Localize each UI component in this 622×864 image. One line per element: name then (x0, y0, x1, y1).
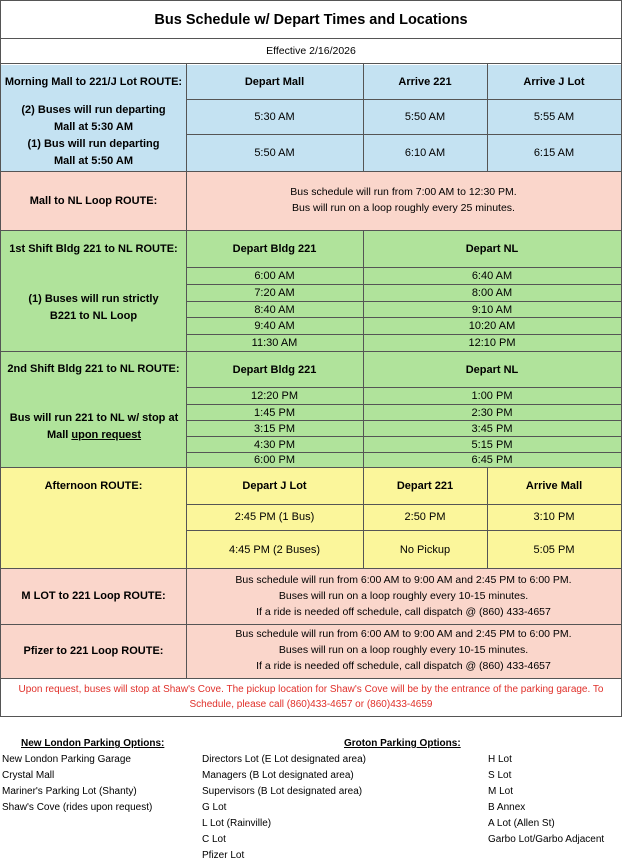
afternoon-cell: 2:45 PM (1 Bus) (234, 511, 315, 523)
shift1-cell: 8:40 AM (254, 304, 295, 316)
shift2-cell: 3:45 PM (471, 423, 513, 435)
groton-item: Managers (B Lot designated area) (202, 770, 354, 781)
afternoon-cell: 2:50 PM (404, 511, 446, 523)
afternoon-header-depart-221: Depart 221 (396, 480, 454, 492)
shift2-cell: 6:45 PM (471, 453, 513, 466)
mlot-info (186, 572, 621, 620)
mlot-line-1: Bus schedule will run from 6:00 AM to 9:00 AM and 2:45 PM to 6:00 PM. (235, 574, 572, 586)
shift2-cell: 1:00 PM (471, 390, 513, 402)
shaws-cove-note: Upon request, buses will stop at Shaw's Cove. The pickup location for Shaw's Cove will be by the entrance of the parking garage. To Schedule, please call (860)433-4657 or (860)433-4659 (18, 684, 604, 710)
shift1-cell: 9:40 AM (254, 320, 295, 332)
new-london-item: Crystal Mall (2, 770, 55, 781)
mlot-line-2: Buses will run on a loop roughly every 10-15 minutes. (278, 590, 529, 602)
shift2-cell: 3:15 PM (254, 423, 295, 435)
morning-note-2: (1) Bus will run departing Mall at 5:50 AM (27, 138, 160, 167)
afternoon-header-arrive-mall: Arrive Mall (525, 480, 583, 492)
groton-item: A Lot (Allen St) (488, 818, 555, 829)
mlot-route-label: M LOT to 221 Loop ROUTE: (21, 590, 166, 602)
pfizer-line-2: Buses will run on a loop roughly every 10-15 minutes. (278, 644, 529, 656)
afternoon-route-label: Afternoon ROUTE: (44, 479, 143, 492)
mall-nl-line-2: Bus will run on a loop roughly every 25 minutes. (292, 202, 515, 214)
shift2-cell: 1:45 PM (254, 407, 295, 419)
afternoon-cell: 3:10 PM (533, 511, 575, 523)
shift2-note (8, 410, 180, 444)
groton-item: H Lot (488, 754, 512, 765)
groton-item: Garbo Lot/Garbo Adjacent (488, 834, 605, 845)
groton-item: B Annex (488, 802, 526, 813)
shift1-header-depart-221: Depart Bldg 221 (232, 243, 317, 255)
shift1-cell: 6:40 AM (471, 270, 513, 282)
pfizer-info (186, 626, 621, 674)
afternoon-cell: No Pickup (399, 543, 451, 556)
shift1-cell: 8:00 AM (471, 287, 513, 299)
shift1-cell: 10:20 AM (468, 320, 516, 332)
morning-note-1: (2) Buses will run departing Mall at 5:30 AM (21, 104, 166, 133)
shift1-cell: 12:10 PM (468, 337, 516, 349)
shift2-note-text: Bus will run 221 to NL w/ stop at Mall (9, 412, 179, 441)
groton-item: Supervisors (B Lot designated area) (202, 786, 363, 797)
shift1-header-depart-nl: Depart NL (465, 243, 519, 255)
shift1-cell: 7:20 AM (254, 287, 295, 299)
shift2-header-depart-221: Depart Bldg 221 (232, 363, 317, 376)
shift2-cell: 12:20 PM (250, 390, 299, 402)
shift1-cell: 9:10 AM (471, 304, 513, 316)
morning-cell: 5:50 AM (404, 110, 446, 123)
morning-cell: 6:15 AM (533, 146, 575, 159)
shift2-note-underlined: upon request (71, 429, 142, 441)
pfizer-line-1: Bus schedule will run from 6:00 AM to 9:00 AM and 2:45 PM to 6:00 PM. (235, 628, 572, 640)
morning-route-label: Morning Mall to 221/J Lot ROUTE: (4, 75, 183, 88)
mall-nl-line-1: Bus schedule will run from 7:00 AM to 12:30 PM. (290, 186, 517, 198)
groton-item: C Lot (202, 834, 226, 845)
shift1-cell: 11:30 AM (251, 337, 298, 349)
pfizer-line-3: If a ride is needed off schedule, call dispatch @ (860) 433-4657 (256, 660, 551, 672)
new-london-item: New London Parking Garage (2, 754, 131, 765)
afternoon-cell: 5:05 PM (533, 543, 575, 556)
page-title: Bus Schedule w/ Depart Times and Locations (154, 11, 468, 28)
groton-item: Pfizer Lot (202, 850, 245, 861)
shift2-cell: 4:30 PM (254, 438, 295, 451)
morning-cell: 5:50 AM (254, 146, 295, 159)
mall-nl-route-label: Mall to NL Loop ROUTE: (29, 194, 158, 207)
shift2-header-depart-nl: Depart NL (465, 363, 519, 376)
afternoon-header-depart-jlot: Depart J Lot (242, 480, 307, 492)
shift2-cell: 6:00 PM (254, 453, 295, 466)
morning-header-arrive-221: Arrive 221 (398, 76, 452, 88)
shift2-cell: 5:15 PM (471, 438, 513, 451)
morning-header-depart-mall: Depart Mall (244, 76, 305, 88)
shift2-cell: 2:30 PM (471, 407, 513, 419)
new-london-item: Shaw's Cove (rides upon request) (2, 802, 153, 813)
groton-item: G Lot (202, 802, 227, 813)
shift1-note: (1) Buses will run strictly B221 to NL Loop (28, 293, 159, 322)
new-london-item: Mariner's Parking Lot (Shanty) (2, 786, 137, 797)
shift1-cell: 6:00 AM (254, 270, 295, 282)
effective-date: Effective 2/16/2026 (266, 45, 356, 57)
morning-cell: 5:30 AM (254, 110, 295, 123)
groton-item: L Lot (Rainville) (202, 818, 272, 829)
morning-cell: 5:55 AM (533, 110, 575, 123)
groton-item: S Lot (488, 770, 512, 781)
morning-cell: 6:10 AM (404, 146, 446, 159)
groton-item: M Lot (488, 786, 514, 797)
groton-item: Directors Lot (E Lot designated area) (202, 754, 366, 765)
mall-nl-info (186, 184, 621, 216)
shift2-route-label: 2nd Shift Bldg 221 to NL ROUTE: (7, 363, 180, 375)
groton-heading: Groton Parking Options: (344, 738, 461, 749)
pfizer-route-label: Pfizer to 221 Loop ROUTE: (23, 645, 164, 657)
morning-header-arrive-jlot: Arrive J Lot (523, 76, 585, 88)
mlot-line-3: If a ride is needed off schedule, call dispatch @ (860) 433-4657 (256, 606, 551, 618)
shift1-route-label: 1st Shift Bldg 221 to NL ROUTE: (9, 242, 178, 255)
new-london-heading: New London Parking Options: (21, 738, 165, 749)
afternoon-cell: 4:45 PM (2 Buses) (228, 543, 321, 556)
